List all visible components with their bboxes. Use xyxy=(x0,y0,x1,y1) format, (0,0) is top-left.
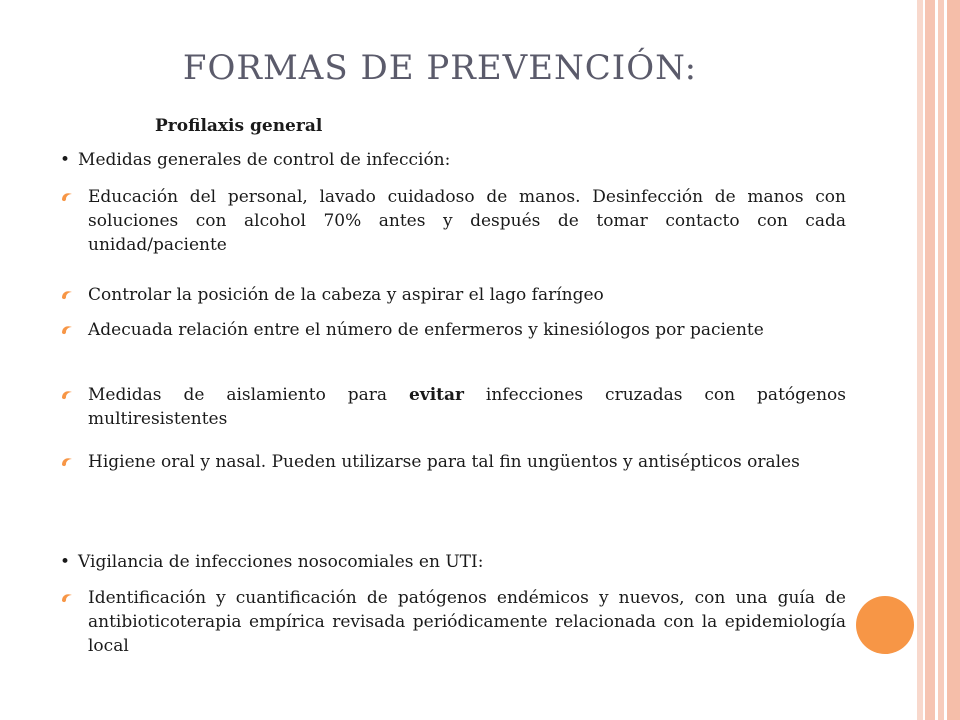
section-heading xyxy=(60,150,450,170)
list-item-text-after: infecciones cruzadas con patógenos multiresistentes xyxy=(88,385,846,429)
bullet-icon xyxy=(60,455,74,469)
list-item-text: Identificación y cuantificación de patógenos endémicos y nuevos, con una guía de antibioticoterapia empírica revisada periódicamente relacionada con la epidemiología local xyxy=(88,588,846,656)
list-item-text-bold: evitar xyxy=(409,385,464,405)
list-item-text: Adecuada relación entre el número de enfermeros y kinesiólogos por paciente xyxy=(88,320,764,340)
decorative-band xyxy=(947,0,960,720)
list-item-text: Higiene oral y nasal. Pueden utilizarse para tal fin ungüentos y antisépticos orales xyxy=(88,452,800,472)
decorative-band xyxy=(925,0,935,720)
bullet-icon xyxy=(60,388,74,402)
decorative-circle xyxy=(856,596,914,654)
bullet-dot-icon: • xyxy=(60,150,71,170)
section-heading-text: Medidas generales de control de infección: xyxy=(78,150,451,170)
list-item-text-before: Medidas de aislamiento para xyxy=(88,385,409,405)
bullet-icon xyxy=(60,288,74,302)
list-item xyxy=(88,450,846,474)
list-item-text: Educación del personal, lavado cuidadoso de manos. Desinfección de manos con soluciones con alcohol 70% antes y después de tomar contacto con cada unidad/paciente xyxy=(88,187,846,255)
bullet-icon xyxy=(60,190,74,204)
bullet-dot-icon: • xyxy=(60,552,71,572)
bullet-icon xyxy=(60,591,74,605)
list-item xyxy=(88,383,846,431)
section-heading xyxy=(60,552,483,572)
list-item xyxy=(88,283,846,307)
slide-title: FORMAS DE PREVENCIÓN: xyxy=(182,48,698,88)
list-item-text: Controlar la posición de la cabeza y aspirar el lago faríngeo xyxy=(88,285,604,305)
section-heading-text: Vigilancia de infecciones nosocomiales en UTI: xyxy=(78,552,484,572)
list-item xyxy=(88,318,846,342)
bullet-icon xyxy=(60,323,74,337)
list-item xyxy=(88,586,846,658)
list-item xyxy=(88,185,846,257)
slide-subtitle: Profilaxis general xyxy=(155,116,323,136)
